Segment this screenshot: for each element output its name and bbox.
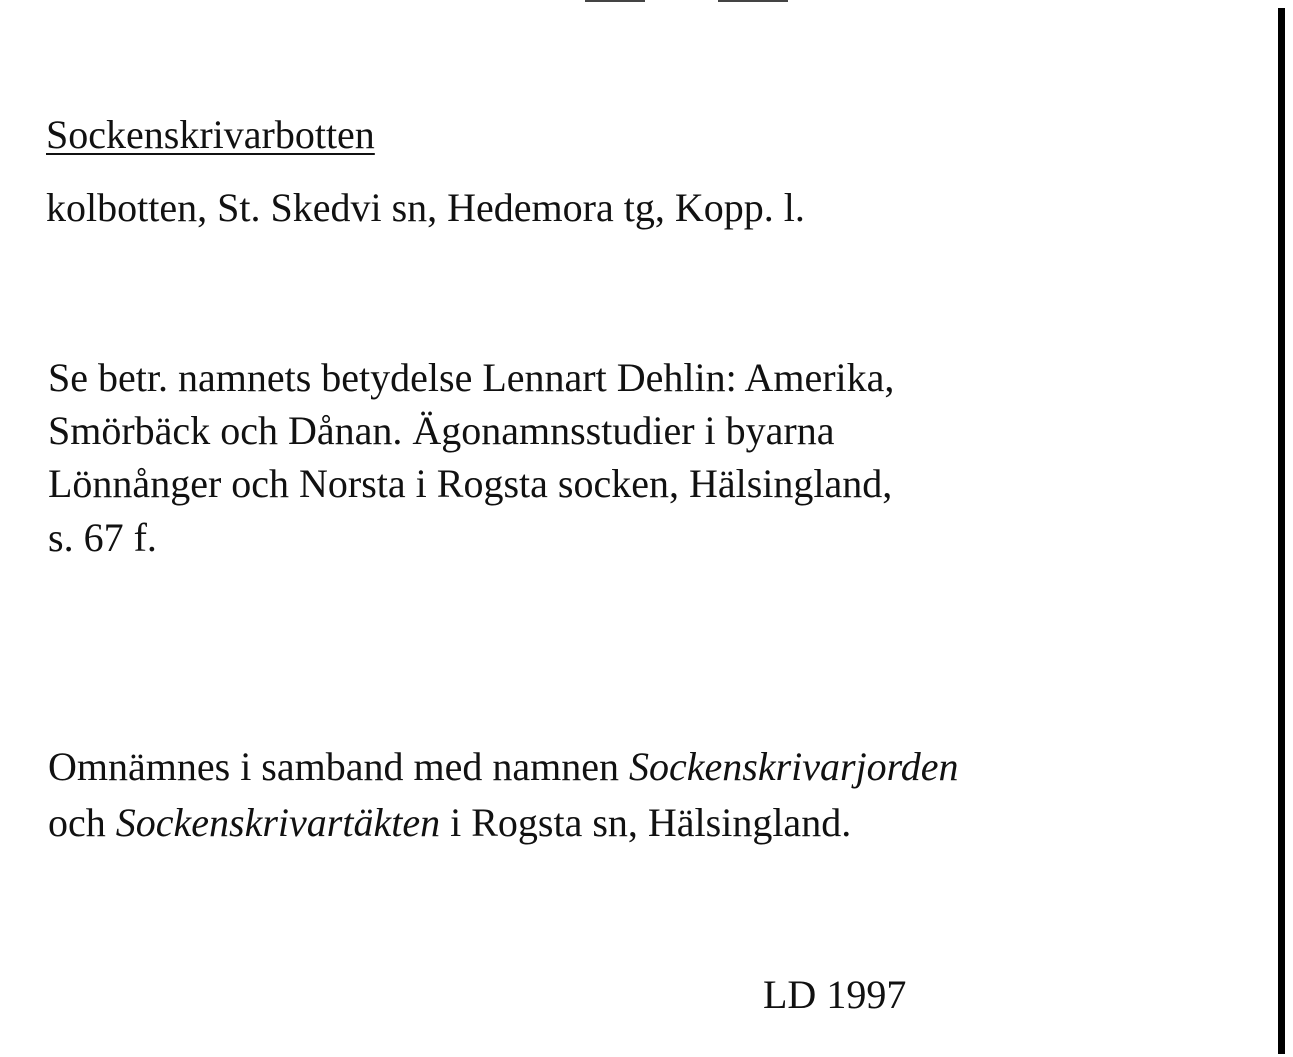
signature: LD 1997 xyxy=(763,972,907,1017)
reference-line-2: Smörbäck och Dånan. Ägonamnsstudier i byarna xyxy=(48,408,835,453)
card-right-edge xyxy=(1278,8,1285,1054)
reference-line-3: Lönnånger och Norsta i Rogsta socken, Hälsingland, xyxy=(48,461,893,506)
top-scan-mark xyxy=(718,0,788,2)
mention-line-1 xyxy=(48,744,959,789)
location-line: kolbotten, St. Skedvi sn, Hedemora tg, Kopp. l. xyxy=(46,185,805,230)
reference-line-1: Se betr. namnets betydelse Lennart Dehlin: Amerika, xyxy=(48,355,895,400)
top-scan-mark xyxy=(585,0,645,2)
mention-conjunction: och xyxy=(48,800,116,845)
mention-prefix: Omnämnes i samband med namnen xyxy=(48,744,629,789)
headword: Sockenskrivarbotten xyxy=(46,112,375,157)
reference-line-4: s. 67 f. xyxy=(48,515,157,560)
place-name-sockenskrivarjorden: Sockenskrivarjorden xyxy=(628,744,959,789)
mention-suffix: i Rogsta sn, Hälsingland. xyxy=(440,800,852,845)
mention-line-2 xyxy=(48,800,852,845)
place-name-sockenskrivartakten: Sockenskrivartäkten xyxy=(115,800,441,845)
